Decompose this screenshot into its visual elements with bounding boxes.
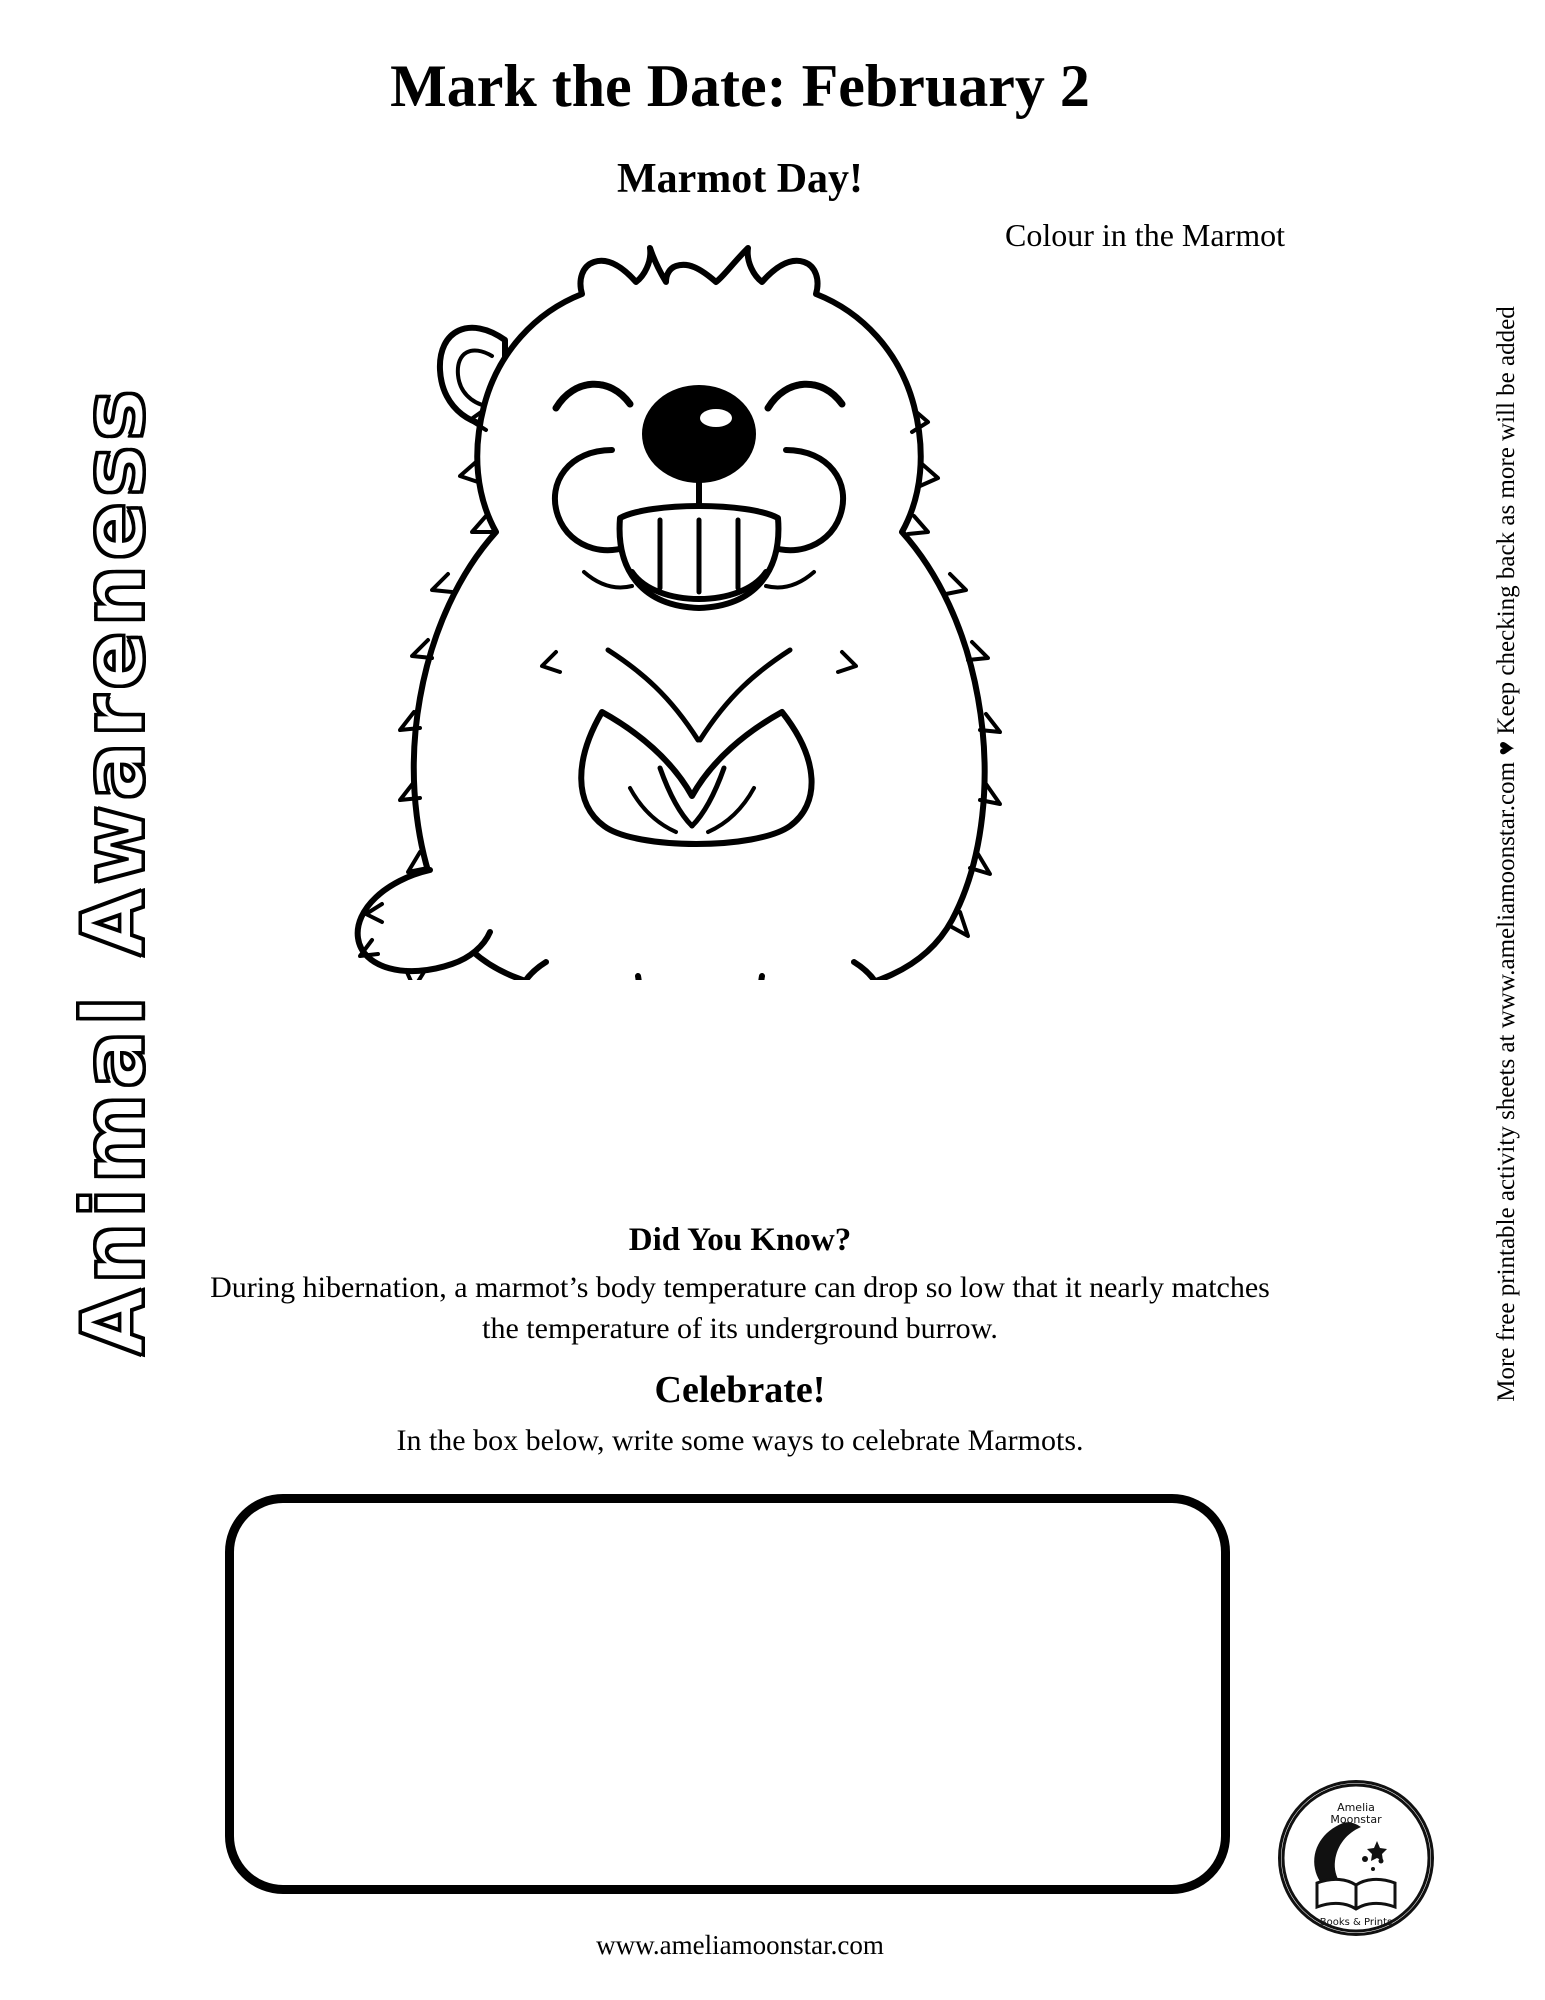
svg-text:Moonstar: Moonstar — [1330, 1813, 1382, 1826]
answer-box[interactable] — [225, 1494, 1230, 1894]
did-you-know-heading: Did You Know? — [628, 1222, 852, 1258]
worksheet-main — [190, 0, 1340, 2000]
did-you-know-body: During hibernation, a marmot’s body temperature can drop so low that it nearly matches the temperature of its underground burrow. — [210, 1271, 1270, 1345]
page-title: Mark the Date: February 2 — [390, 53, 1090, 119]
celebrate-heading: Celebrate! — [654, 1369, 826, 1411]
svg-text:Books & Prints: Books & Prints — [1319, 1917, 1393, 1928]
footer-website-url: www.ameliamoonstar.com — [596, 1930, 884, 1960]
right-vertical-note — [1477, 0, 1537, 1760]
marmot-illustration — [320, 220, 1080, 980]
colour-instruction: Colour in the Marmot — [1005, 217, 1285, 253]
celebrate-instruction: In the box below, write some ways to celebrate Marmots. — [396, 1424, 1084, 1457]
amelia-moonstar-logo — [1278, 1780, 1434, 1936]
left-vertical-banner — [14, 0, 184, 2000]
right-note-label: More free printable activity sheets at www.ameliamoonstar.com ♥ Keep checking back as more will be added — [1493, 306, 1520, 1402]
svg-text:Amelia: Amelia — [1337, 1801, 1375, 1814]
left-banner-label: Animal Awareness — [64, 384, 164, 1356]
page-subtitle: Marmot Day! — [616, 156, 864, 202]
